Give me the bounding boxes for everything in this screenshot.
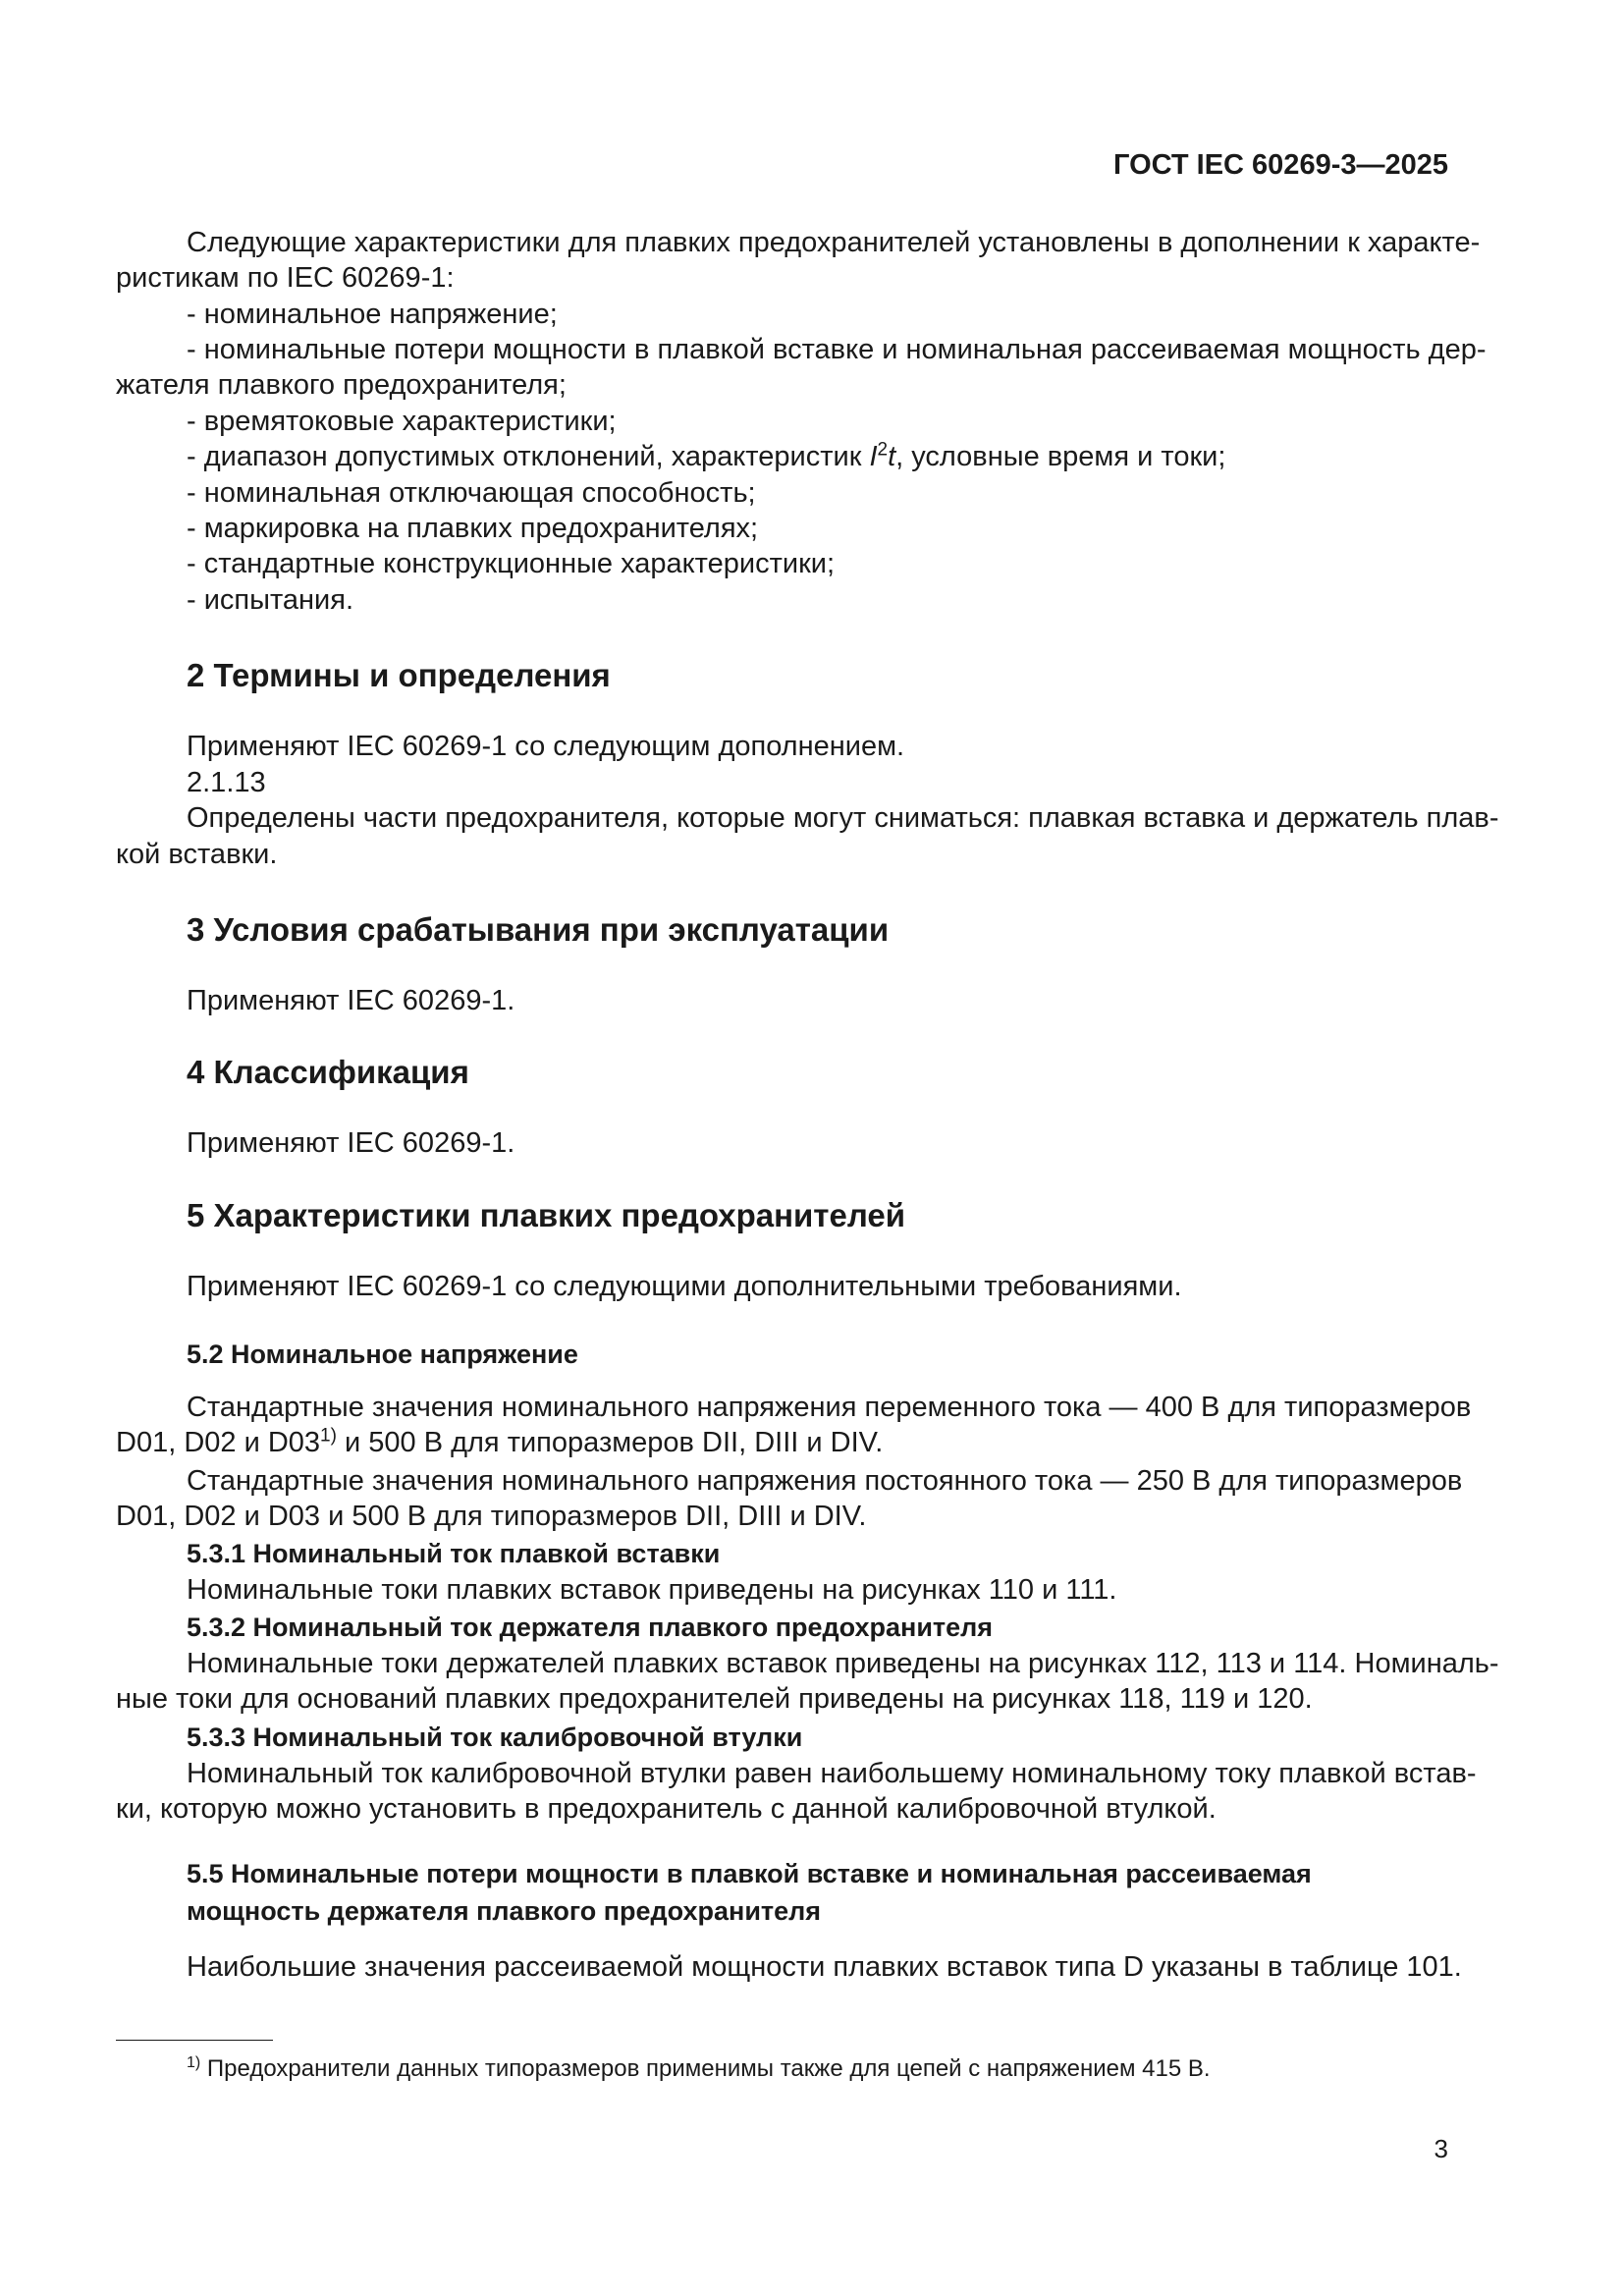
subsection-5-3-1-text: Номинальные токи плавких вставок приведены на рисунках 110 и 111. <box>187 1574 1117 1606</box>
list-item: - маркировка на плавких предохранителях; <box>187 513 759 544</box>
section-2-text: Определены части предохранителя, которые могут сниматься: плавкая вставка и держатель плав- <box>187 802 1499 834</box>
subsection-5-3-2-text: Номинальные токи держателей плавких вставок приведены на рисунках 112, 113 и 114. Номиналь- <box>187 1648 1499 1679</box>
subsection-5-2-text <box>116 1425 1623 1460</box>
section-5-text: Применяют IEC 60269-1 со следующими дополнительными требованиями. <box>187 1271 1182 1302</box>
subsection-5-2-text: D01, D02 и D03 и 500 В для типоразмеров DII, DIII и DIV. <box>116 1501 867 1532</box>
section-3-heading: 3 Условия срабатывания при эксплуатации <box>187 911 890 948</box>
subsection-5-5-heading-continuation: мощность держателя плавкого предохранителя <box>187 1896 822 1926</box>
subsection-5-2-text: Стандартные значения номинального напряжения постоянного тока — 250 В для типоразмеров <box>187 1465 1463 1497</box>
intro-line-2: ристикам по IEC 60269-1: <box>116 262 455 294</box>
section-2-text: Применяют IEC 60269-1 со следующим дополнением. <box>187 731 905 762</box>
subsection-5-3-3-heading: 5.3.3 Номинальный ток калибровочной втулки <box>187 1722 803 1752</box>
footnote-reference: 1) <box>320 1425 337 1447</box>
list-item-text: - диапазон допустимых отклонений, характеристик <box>187 441 870 472</box>
list-item <box>187 439 1623 474</box>
footnote-mark: 1) <box>187 2054 201 2071</box>
page-number: 3 <box>1434 2134 1448 2163</box>
subsection-5-3-3-text: ки, которую можно установить в предохранитель с данной калибровочной втулкой. <box>116 1793 1217 1825</box>
list-item: - номинальное напряжение; <box>187 299 558 330</box>
list-item: - номинальная отключающая способность; <box>187 477 756 509</box>
section-2-text: кой вставки. <box>116 839 278 870</box>
text: и 500 В для типоразмеров DII, DIII и DIV. <box>336 1427 884 1458</box>
subsection-5-3-1-heading: 5.3.1 Номинальный ток плавкой вставки <box>187 1539 721 1568</box>
standard-designation: ГОСТ IEC 60269-3—2025 <box>1113 149 1448 181</box>
footnote-divider <box>116 2040 273 2041</box>
subsection-5-3-2-heading: 5.3.2 Номинальный ток держателя плавкого предохранителя <box>187 1613 994 1642</box>
formula-t: t <box>888 441 896 472</box>
footnote <box>187 2054 1211 2084</box>
list-item: - испытания. <box>187 584 354 616</box>
formula-superscript: 2 <box>877 439 889 461</box>
subsection-5-2-heading: 5.2 Номинальное напряжение <box>187 1339 578 1369</box>
subsection-5-3-3-text: Номинальный ток калибровочной втулки равен наибольшему номинальному току плавкой встав- <box>187 1758 1477 1789</box>
intro-line-1: Следующие характеристики для плавких предохранителей установлены в дополнении к характе- <box>187 227 1481 258</box>
formula-I: I <box>869 441 878 472</box>
list-item: - времятоковые характеристики; <box>187 406 617 437</box>
footnote-text: Предохранители данных типоразмеров применимы также для цепей с напряжением 415 В. <box>200 2055 1211 2082</box>
subsection-5-5-heading: 5.5 Номинальные потери мощности в плавкой вставке и номинальная рассеиваемая <box>187 1859 1312 1888</box>
section-4-text: Применяют IEC 60269-1. <box>187 1127 515 1159</box>
list-item-continuation: жателя плавкого предохранителя; <box>116 369 567 401</box>
list-item: - номинальные потери мощности в плавкой вставке и номинальная рассеиваемая мощность дер- <box>187 334 1487 365</box>
subsection-5-3-2-text: ные токи для оснований плавких предохранителей приведены на рисунках 118, 119 и 120. <box>116 1683 1313 1715</box>
subsection-5-2-text: Стандартные значения номинального напряжения переменного тока — 400 В для типоразмеров <box>187 1392 1472 1423</box>
section-2-clause-number: 2.1.13 <box>187 767 266 798</box>
section-4-heading: 4 Классификация <box>187 1054 469 1090</box>
list-item-text: , условные время и токи; <box>895 441 1226 472</box>
text: D01, D02 и D03 <box>116 1427 321 1458</box>
section-3-text: Применяют IEC 60269-1. <box>187 985 515 1016</box>
section-2-heading: 2 Термины и определения <box>187 657 611 693</box>
subsection-5-5-text: Наибольшие значения рассеиваемой мощности плавких вставок типа D указаны в таблице 101. <box>187 1951 1462 1983</box>
section-5-heading: 5 Характеристики плавких предохранителей <box>187 1197 905 1233</box>
list-item: - стандартные конструкционные характеристики; <box>187 548 836 579</box>
